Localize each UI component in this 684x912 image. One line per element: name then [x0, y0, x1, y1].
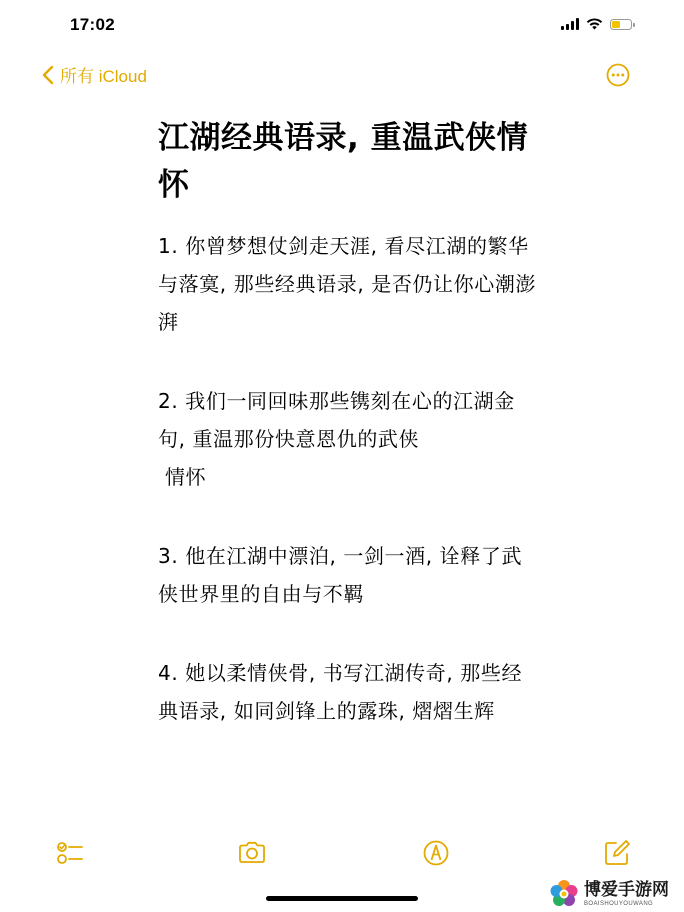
checklist-button[interactable] [55, 838, 85, 868]
flower-logo-icon [548, 878, 580, 910]
ellipsis-circle-icon [606, 63, 630, 87]
status-icons [561, 18, 632, 30]
status-bar [0, 0, 684, 52]
note-paragraph: 4. 她以柔情侠骨, 书写江湖传奇, 那些经典语录, 如同剑锋上的露珠, 熠熠生辉 [158, 661, 523, 723]
status-time: 17:02 [70, 15, 115, 34]
markup-button[interactable] [421, 838, 451, 868]
cellular-signal-icon [561, 18, 579, 30]
back-button[interactable] [42, 62, 147, 87]
chevron-left-icon [42, 65, 54, 85]
back-label: 所有 iCloud [60, 67, 147, 86]
compose-button[interactable] [602, 838, 632, 868]
note-title: 江湖经典语录, 重温武侠情怀 [158, 120, 529, 203]
watermark-title: 博爱手游网 [584, 879, 669, 900]
note-paragraph: 1. 你曾梦想仗剑走天涯, 看尽江湖的繁华与落寞, 那些经典语录, 是否仍让你心潮澎湃 [158, 234, 537, 334]
compose-icon [602, 838, 632, 868]
site-watermark [548, 876, 669, 912]
camera-icon [237, 838, 267, 868]
bottom-toolbar [0, 832, 684, 872]
wifi-icon [586, 18, 603, 30]
markup-pen-icon [421, 838, 451, 868]
note-content[interactable] [158, 115, 538, 771]
home-indicator[interactable] [266, 896, 418, 901]
checklist-icon [55, 838, 85, 868]
camera-button[interactable] [237, 838, 267, 868]
battery-icon [610, 19, 632, 30]
note-paragraph: 3. 他在江湖中漂泊, 一剑一酒, 诠释了武侠世界里的自由与不羁 [158, 544, 523, 606]
watermark-subtitle: BOAISHOUYOUWANG [584, 900, 654, 907]
note-paragraph: 2. 我们一同回味那些镌刻在心的江湖金句, 重温那份快意恩仇的武侠 情怀 [158, 389, 515, 489]
more-options-button[interactable] [606, 63, 630, 87]
note-body [158, 227, 538, 730]
